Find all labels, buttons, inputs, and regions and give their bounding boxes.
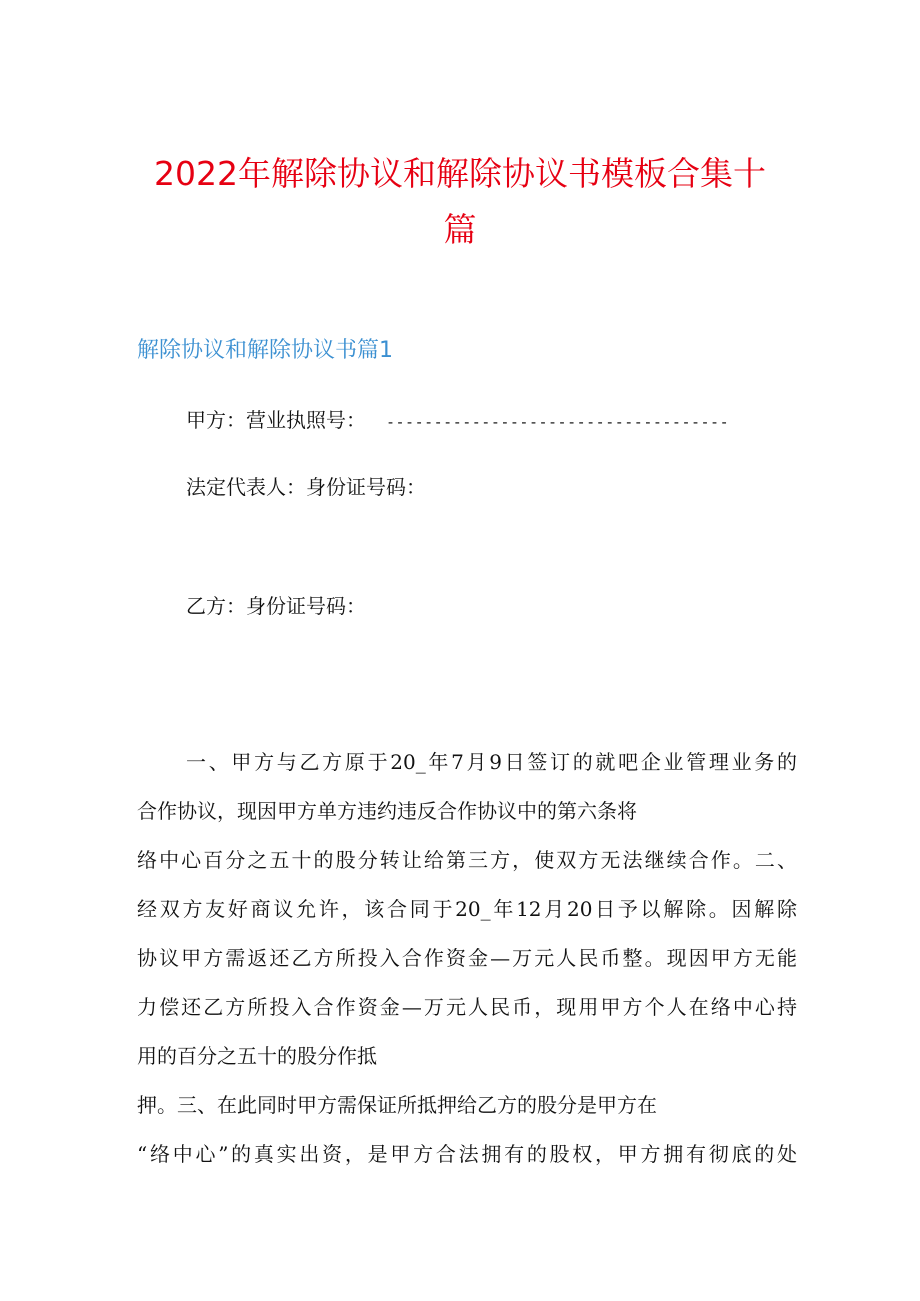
body-line: 协议甲方需返还乙方所投入合作资金—万元人民币整。现因甲方无能	[137, 946, 797, 970]
party-a-field: 甲方：营业执照号：	[186, 408, 366, 432]
body-line: 络中心百分之五十的股分转让给第三方，使双方无法继续合作。二、	[137, 848, 797, 872]
section-heading: 解除协议和解除协议书篇1	[137, 338, 393, 363]
legal-representative-field: 法定代表人：身份证号码：	[186, 475, 426, 499]
document-title: 2022年解除协议和解除协议书模板合集十	[154, 154, 766, 193]
body-line: “络中心”的真实出资，是甲方合法拥有的股权，甲方拥有彻底的处	[137, 1142, 797, 1166]
body-line: 用的百分之五十的股分作抵	[137, 1044, 377, 1068]
body-line: 一、甲方与乙方原于20_年7月9日签订的就吧企业管理业务的	[186, 750, 797, 774]
body-line: 经双方友好商议允许，该合同于20_年12月20日予以解除。因解除	[137, 897, 797, 921]
document-title-continued: 篇	[443, 210, 477, 249]
body-line: 合作协议，现因甲方单方违约违反合作协议中的第六条将	[137, 799, 637, 823]
body-line: 力偿还乙方所投入合作资金—万元人民币，现用甲方个人在络中心持	[137, 995, 797, 1019]
party-a-blank-line: ------------------------------------	[386, 413, 730, 431]
party-b-field: 乙方：身份证号码：	[186, 594, 366, 618]
body-line: 押。三、在此同时甲方需保证所抵押给乙方的股分是甲方在	[137, 1093, 657, 1117]
